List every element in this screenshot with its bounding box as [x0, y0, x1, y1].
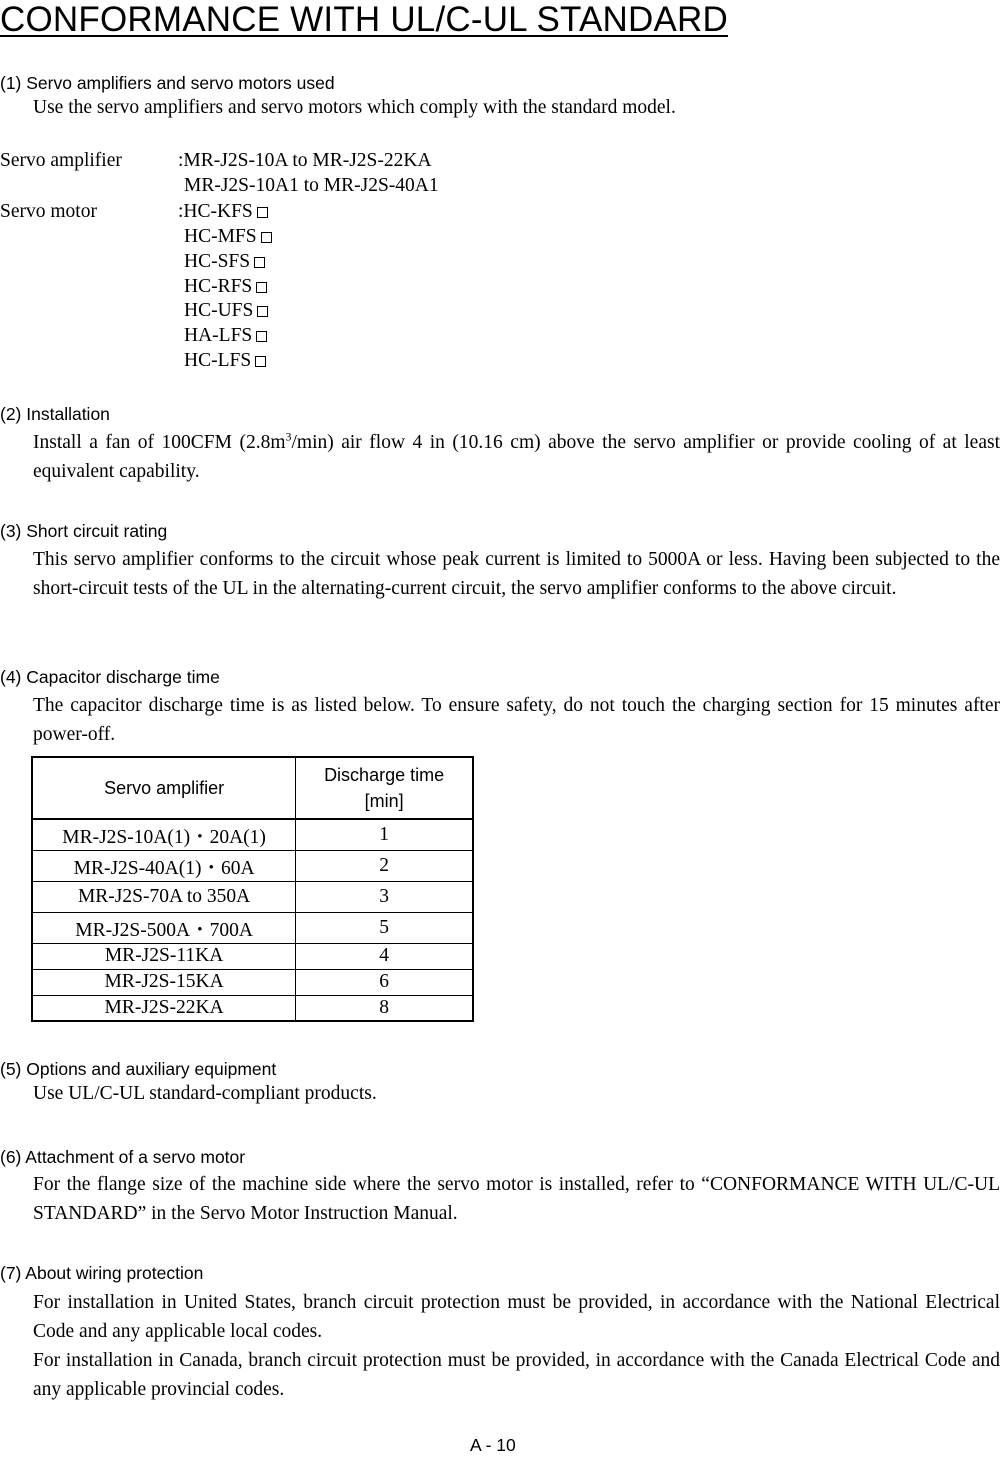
- servo-motor-label: Servo motor: [0, 201, 97, 222]
- section-7-body: [33, 1288, 1000, 1404]
- section-5-heading: (5) Options and auxiliary equipment: [0, 1059, 277, 1079]
- table-row: MR-J2S-500A・700A 5: [32, 912, 473, 943]
- table-row: MR-J2S-70A to 350A 3: [32, 881, 473, 912]
- table-header-discharge-time: Discharge time [min]: [296, 757, 473, 819]
- discharge-time-table: [31, 756, 474, 1022]
- section-4-heading: (4) Capacitor discharge time: [0, 667, 220, 687]
- section-3-heading: (3) Short circuit rating: [0, 521, 168, 541]
- section-5-body: Use UL/C-UL standard-compliant products.: [33, 1083, 377, 1104]
- section-6-body: For the flange size of the machine side where the servo motor is installed, refer to “CONFORMANCE WITH UL/C-UL STANDARD” in the Servo Motor Instruction Manual.: [33, 1174, 1000, 1224]
- section-1-heading: (1) Servo amplifiers and servo motors used: [0, 73, 335, 93]
- servo-motor-value: HC-UFS: [184, 300, 268, 322]
- page-title: CONFORMANCE WITH UL/C-UL STANDARD: [0, 0, 728, 39]
- section-3-body: This servo amplifier conforms to the circuit whose peak current is limited to 5000A or less. Having been subjected to the short-circuit tests of the UL in the alternating-current circuit, the servo amplifier conforms to the above circuit.: [33, 549, 1000, 599]
- section-4-body: The capacitor discharge time is as listed below. To ensure safety, do not touch the charging section for 15 minutes after power-off.: [33, 695, 1000, 745]
- servo-amplifier-label: Servo amplifier: [0, 150, 122, 171]
- section-6-heading: (6) Attachment of a servo motor: [0, 1147, 246, 1167]
- servo-motor-value: HC-MFS: [184, 226, 272, 248]
- section-7-paragraph-us: For installation in United States, branch circuit protection must be provided, in accordance with the National Electrical Code and any applicable local codes.: [33, 1292, 1000, 1342]
- page-number: A - 10: [470, 1435, 516, 1455]
- placeholder-box-icon: [256, 282, 267, 293]
- servo-motor-value: HC-RFS: [184, 276, 267, 298]
- table-row: MR-J2S-22KA 8: [32, 995, 473, 1021]
- placeholder-box-icon: [256, 331, 267, 342]
- placeholder-box-icon: [255, 356, 266, 367]
- servo-amplifier-value: MR-J2S-10A1 to MR-J2S-40A1: [184, 175, 439, 196]
- placeholder-box-icon: [257, 207, 268, 218]
- servo-motor-value: HA-LFS: [184, 325, 267, 347]
- servo-motor-value: HC-SFS: [184, 251, 265, 273]
- table-row: MR-J2S-15KA 6: [32, 969, 473, 995]
- section-7-heading: (7) About wiring protection: [0, 1263, 204, 1283]
- table-row: MR-J2S-10A(1)・20A(1) 1: [32, 819, 473, 850]
- section-7-paragraph-canada: For installation in Canada, branch circuit protection must be provided, in accordance with the Canada Electrical Code and any applicable provincial codes.: [33, 1350, 1000, 1400]
- placeholder-box-icon: [261, 232, 272, 243]
- table-header-servo-amplifier: Servo amplifier: [32, 757, 296, 819]
- servo-amplifier-value: :MR-J2S-10A to MR-J2S-22KA: [178, 150, 432, 171]
- servo-motor-value: :HC-KFS: [178, 201, 268, 223]
- placeholder-box-icon: [257, 306, 268, 317]
- section-1-body: Use the servo amplifiers and servo motors which comply with the standard model.: [33, 97, 676, 118]
- table-row: MR-J2S-11KA 4: [32, 943, 473, 969]
- placeholder-box-icon: [254, 257, 265, 268]
- section-2-body: Install a fan of 100CFM $(2.8m^3/\min)$ air flow 4 in (10.16 cm) above the servo amplifier or provide cooling of at least equivalent capability.: [33, 429, 1000, 482]
- servo-motor-value: HC-LFS: [184, 350, 266, 372]
- table-row: MR-J2S-40A(1)・60A 2: [32, 850, 473, 881]
- section-2-heading: (2) Installation: [0, 404, 110, 424]
